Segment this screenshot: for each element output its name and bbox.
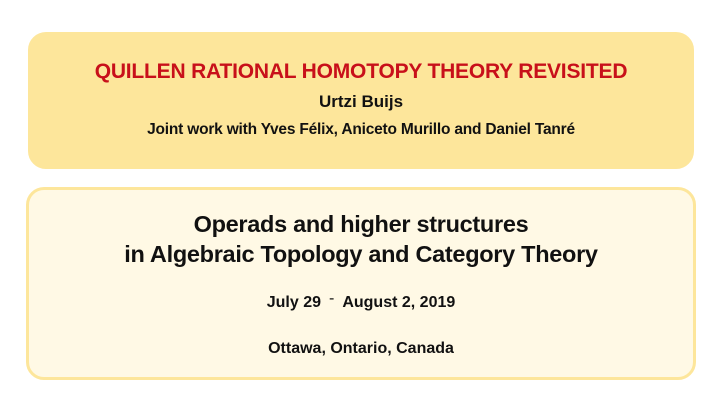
coauthors-line: Joint work with Yves Félix, Aniceto Murillo and Daniel Tanré — [147, 121, 575, 138]
conference-info-box — [26, 187, 696, 380]
author-name: Urtzi Buijs — [318, 92, 404, 111]
date-end: August 2, 2019 — [342, 294, 456, 311]
date-start: July 29 — [266, 294, 321, 311]
conference-location: Ottawa, Ontario, Canada — [268, 340, 454, 357]
conference-dates — [29, 290, 693, 312]
talk-title: QUILLEN RATIONAL HOMOTOPY THEORY REVISITED — [94, 60, 628, 83]
talk-title-box — [28, 32, 694, 169]
conference-name-line-2: in Algebraic Topology and Category Theory — [124, 241, 598, 267]
date-separator: - — [329, 290, 335, 307]
conference-name-line-1: Operads and higher structures — [193, 211, 529, 237]
